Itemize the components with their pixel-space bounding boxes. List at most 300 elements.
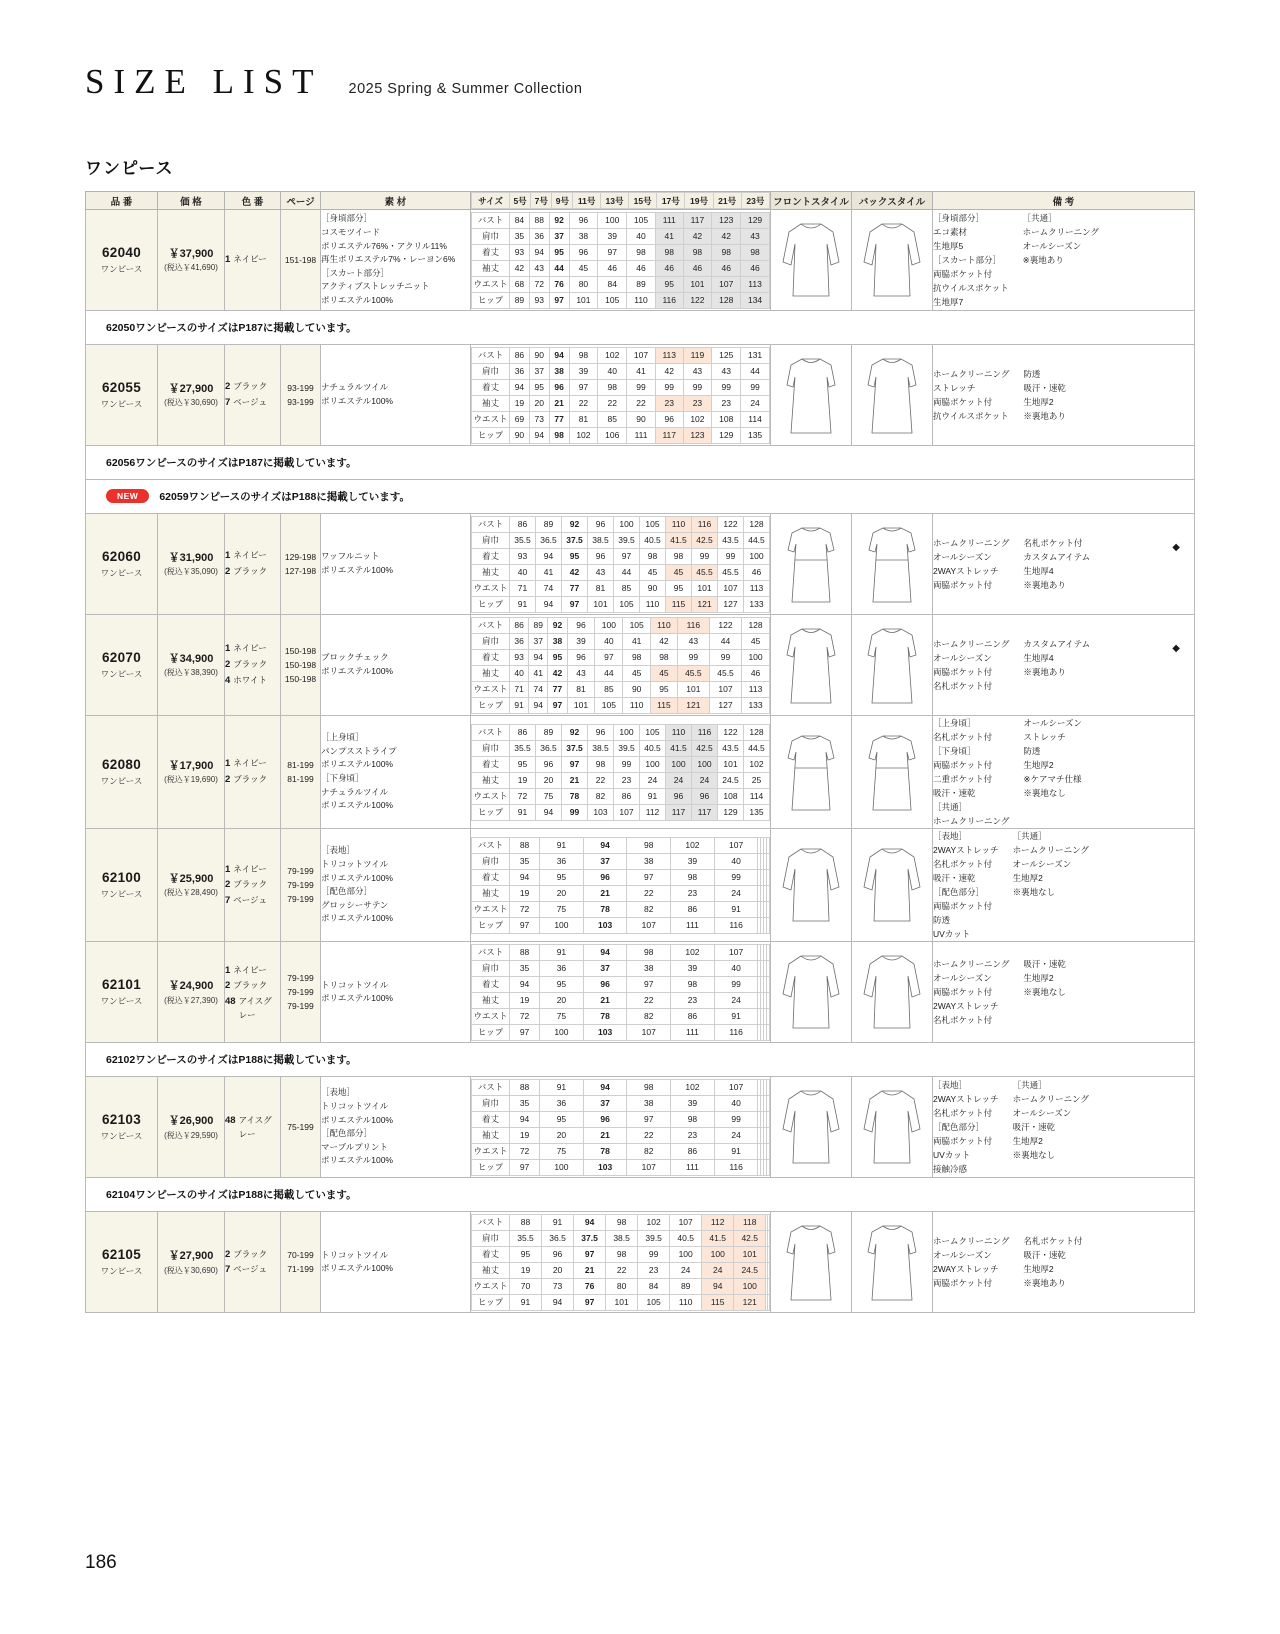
- measurement-cell: 98: [640, 548, 666, 564]
- measurement-cell: 46: [741, 260, 770, 276]
- measurement-cell: 75: [536, 788, 562, 804]
- page-ref-cell[interactable]: [281, 829, 321, 942]
- measurement-cell: 43: [529, 260, 549, 276]
- measurement-cell: 95: [529, 379, 549, 395]
- measurement-label: ヒップ: [472, 1294, 510, 1310]
- measurement-cell: 37: [583, 960, 627, 976]
- dress-illustration: [852, 835, 932, 935]
- measurement-cell: 86: [671, 901, 715, 917]
- measurement-grid: [471, 1079, 770, 1176]
- col-header: 価 格: [158, 192, 225, 210]
- measurement-cell: 78: [562, 788, 588, 804]
- measurement-cell: 86: [671, 1008, 715, 1024]
- measurement-cell: 82: [627, 1008, 671, 1024]
- measurement-cell-group: [471, 829, 771, 942]
- measurement-cell: 105: [640, 724, 666, 740]
- notes-right: 吸汗・速乾 生地厚2 ※裏地なし: [1023, 959, 1066, 998]
- color-entry: 1 ネイビー: [225, 643, 267, 655]
- measurement-cell: 99: [714, 1111, 758, 1127]
- measurement-cell: 108: [718, 788, 744, 804]
- measurement-cell: 96: [569, 244, 598, 260]
- measurement-row: [472, 681, 770, 697]
- measurement-row: [472, 411, 770, 427]
- dress-illustration: [852, 345, 932, 445]
- measurement-cell: 98: [627, 837, 671, 853]
- measurement-label: 肩巾: [472, 228, 510, 244]
- measurement-cell: 82: [588, 788, 614, 804]
- measurement-cell: 98: [655, 244, 683, 260]
- measurement-cell: 44.5: [744, 532, 770, 548]
- measurement-cell: 78: [583, 1008, 627, 1024]
- notes-right: ［共通］ ホームクリーニング オールシーズン 吸汗・速乾 生地厚2 ※裏地なし: [1012, 1080, 1089, 1161]
- page-ref-cell[interactable]: [281, 615, 321, 716]
- measurement-cell: 102: [671, 1079, 715, 1095]
- measurement-cell: 36: [540, 960, 584, 976]
- dress-illustration: [852, 1077, 932, 1177]
- measurement-cell: 101: [718, 756, 744, 772]
- measurement-cell: 96: [583, 869, 627, 885]
- info-row: [86, 311, 1195, 345]
- notes-cell: [933, 514, 1195, 615]
- measurement-cell: 94: [529, 649, 548, 665]
- measurement-cell: 21: [562, 772, 588, 788]
- measurement-cell-group: [471, 514, 771, 615]
- measurement-cell: 107: [627, 1159, 671, 1175]
- measurement-cell: 43: [712, 363, 741, 379]
- price-cell: [158, 615, 225, 716]
- price-cell: [158, 829, 225, 942]
- measurement-cell: 98: [569, 347, 598, 363]
- measurement-cell: 99: [562, 804, 588, 820]
- front-style-illustration: [771, 345, 852, 446]
- measurement-cell: 113: [742, 681, 770, 697]
- page-ref: 79-199: [287, 894, 314, 905]
- measurement-cell: 99: [709, 649, 741, 665]
- page-ref: 93-199: [287, 382, 314, 393]
- measurement-cell: 88: [510, 837, 540, 853]
- measurement-cell: 44: [614, 564, 640, 580]
- measurement-cell: 42: [683, 228, 712, 244]
- measurement-cell: 89: [627, 276, 656, 292]
- measurement-cell: 127: [709, 697, 741, 713]
- dress-illustration: [852, 210, 932, 310]
- product-code: 62103: [101, 1112, 142, 1128]
- measurement-cell: 36: [540, 853, 584, 869]
- measurement-cell: 91: [714, 1143, 758, 1159]
- measurement-cell: 39.5: [638, 1230, 670, 1246]
- measurement-label: 肩巾: [472, 740, 510, 756]
- measurement-cell: 43: [683, 363, 712, 379]
- color-cell: [225, 716, 281, 829]
- measurement-cell: 101: [606, 1294, 638, 1310]
- measurement-label: 着丈: [472, 244, 510, 260]
- measurement-cell: 74: [536, 580, 562, 596]
- measurement-cell: 98: [627, 1079, 671, 1095]
- measurement-cell: 23: [614, 772, 640, 788]
- measurement-cell: 97: [569, 379, 598, 395]
- notes-left: ホームクリーニング オールシーズン 2WAYストレッチ 両脇ポケット付: [933, 1236, 1010, 1289]
- measurement-cell: 105: [627, 212, 656, 228]
- measurement-cell: [767, 917, 770, 933]
- measurement-cell: 44.5: [744, 740, 770, 756]
- measurement-cell: 97: [595, 649, 623, 665]
- measurement-cell: 96: [536, 756, 562, 772]
- measurement-cell: 99: [614, 756, 640, 772]
- material-cell: トリコットツイル ポリエステル100%: [321, 942, 471, 1043]
- front-style-illustration: [771, 1212, 852, 1313]
- measurement-label: 着丈: [472, 869, 510, 885]
- measurement-cell: [767, 1127, 770, 1143]
- measurement-cell: 36: [540, 1095, 584, 1111]
- measurement-cell: 22: [627, 1127, 671, 1143]
- measurement-cell: 95: [655, 276, 683, 292]
- color-entry: 2 ブラック: [225, 1248, 268, 1260]
- measurement-cell: 107: [627, 347, 656, 363]
- measurement-cell-group: [471, 615, 771, 716]
- measurement-row: [472, 1079, 770, 1095]
- measurement-cell: 93: [510, 649, 529, 665]
- measurement-cell: 116: [677, 617, 709, 633]
- measurement-cell: 45: [742, 633, 770, 649]
- measurement-cell: 114: [741, 411, 770, 427]
- measurement-label: バスト: [472, 724, 510, 740]
- measurement-cell: 89: [536, 516, 562, 532]
- measurement-cell: 94: [542, 1294, 574, 1310]
- measurement-cell: 94: [536, 804, 562, 820]
- measurement-cell: 40.5: [640, 532, 666, 548]
- measurement-cell: 107: [614, 804, 640, 820]
- measurement-cell: 86: [671, 1143, 715, 1159]
- measurement-grid: [471, 724, 770, 821]
- material-cell: ナチュラルツイル ポリエステル100%: [321, 345, 471, 446]
- measurement-cell: 40.5: [670, 1230, 702, 1246]
- info-row: [86, 480, 1195, 514]
- measurement-cell: 100: [670, 1246, 702, 1262]
- color-cell: [225, 345, 281, 446]
- page-ref-cell[interactable]: [281, 514, 321, 615]
- page-ref: 93-199: [287, 397, 314, 407]
- measurement-label: ヒップ: [472, 697, 510, 713]
- measurement-row: [472, 960, 770, 976]
- measurement-cell: 86: [510, 347, 530, 363]
- measurement-cell: 129: [718, 804, 744, 820]
- measurement-cell: 91: [542, 1214, 574, 1230]
- measurement-cell: 19: [510, 1262, 542, 1278]
- measurement-cell: 97: [598, 244, 627, 260]
- measurement-cell: 100: [540, 1024, 584, 1040]
- measurement-cell: 88: [510, 1214, 542, 1230]
- product-code: 62100: [101, 870, 142, 886]
- page-ref: 75-199: [287, 1122, 314, 1133]
- measurement-row: [472, 564, 770, 580]
- measurement-row: [472, 633, 770, 649]
- measurement-cell: 100: [614, 724, 640, 740]
- measurement-cell: 44: [709, 633, 741, 649]
- notes-cell: [933, 1077, 1195, 1178]
- measurement-cell: 24: [666, 772, 692, 788]
- measurement-cell: [767, 885, 770, 901]
- measurement-cell: 80: [569, 276, 598, 292]
- measurement-cell: 85: [595, 681, 623, 697]
- page-ref: 127-198: [284, 566, 317, 576]
- measurement-cell: [767, 853, 770, 869]
- measurement-cell: [767, 837, 770, 853]
- measurement-cell: 113: [744, 580, 770, 596]
- measurement-cell: 94: [510, 869, 540, 885]
- measurement-cell: 128: [712, 292, 741, 308]
- measurement-cell: 99: [677, 649, 709, 665]
- measurement-cell: 24: [714, 1127, 758, 1143]
- price-with-tax: (税込￥41,690): [164, 263, 218, 273]
- measurement-cell: 99: [741, 379, 770, 395]
- measurement-cell: 46: [598, 260, 627, 276]
- measurement-cell: 94: [583, 1079, 627, 1095]
- dress-illustration: [771, 210, 851, 310]
- measurement-label: 袖丈: [472, 260, 510, 276]
- price: ￥27,900: [168, 1250, 214, 1262]
- measurement-cell: 36: [510, 363, 530, 379]
- measurement-row: [472, 804, 770, 820]
- measurement-cell: [767, 1095, 770, 1111]
- measurement-cell: 100: [540, 1159, 584, 1175]
- measurement-cell: 98: [683, 244, 712, 260]
- page-ref: 151-198: [284, 254, 317, 265]
- measurement-row: [472, 292, 770, 308]
- measurement-row: [472, 1214, 770, 1230]
- material-cell: ［表地］ トリコットツイル ポリエステル100% ［配色部分］ グロッシーサテン ポリエステル100%: [321, 829, 471, 942]
- measurement-cell: 97: [574, 1246, 606, 1262]
- measurement-cell: 38.5: [588, 532, 614, 548]
- back-style-illustration: [852, 1077, 933, 1178]
- measurement-cell: 95: [510, 1246, 542, 1262]
- measurement-cell: 21: [574, 1262, 606, 1278]
- price: ￥37,900: [168, 247, 214, 260]
- notes-cell: [933, 210, 1195, 311]
- measurement-row: [472, 347, 770, 363]
- measurement-cell: [767, 992, 770, 1008]
- measurement-cell: 117: [683, 212, 712, 228]
- measurement-cell: 24: [714, 885, 758, 901]
- color-entry: 48 アイスグレー: [225, 1115, 272, 1140]
- price-with-tax: (税込￥27,390): [164, 995, 218, 1005]
- size-list-table: [85, 191, 1195, 1313]
- measurement-cell: 81: [567, 681, 595, 697]
- product-row: [86, 1212, 1195, 1313]
- measurement-row: [472, 363, 770, 379]
- measurement-cell: 97: [510, 1159, 540, 1175]
- price-cell: [158, 1212, 225, 1313]
- product-code-cell: [86, 514, 158, 615]
- measurement-cell: 98: [588, 756, 614, 772]
- measurement-cell: 75: [540, 1008, 584, 1024]
- measurement-cell: 98: [606, 1246, 638, 1262]
- measurement-cell: 111: [671, 1159, 715, 1175]
- measurement-cell: 94: [574, 1214, 606, 1230]
- measurement-cell: 22: [588, 772, 614, 788]
- measurement-row: [472, 532, 770, 548]
- page-ref-cell[interactable]: [281, 716, 321, 829]
- measurement-cell: 96: [588, 548, 614, 564]
- col-header-notes: 備 考: [933, 192, 1195, 210]
- page-ref-cell[interactable]: [281, 210, 321, 311]
- product-row: [86, 716, 1195, 829]
- measurement-label: 着丈: [472, 548, 510, 564]
- measurement-cell: 71: [510, 681, 529, 697]
- measurement-cell: 35.5: [510, 740, 536, 756]
- measurement-cell: 40: [714, 853, 758, 869]
- product-row: [86, 615, 1195, 716]
- measurement-cell: 97: [627, 976, 671, 992]
- price-cell: [158, 942, 225, 1043]
- measurement-cell: 82: [627, 1143, 671, 1159]
- measurement-cell: 19: [510, 772, 536, 788]
- measurement-cell: 134: [741, 292, 770, 308]
- measurement-cell: 107: [670, 1214, 702, 1230]
- measurement-cell: 86: [510, 516, 536, 532]
- measurement-label: バスト: [472, 837, 510, 853]
- measurement-label: ウエスト: [472, 411, 510, 427]
- measurement-row: [472, 244, 770, 260]
- measurement-cell: 80: [606, 1278, 638, 1294]
- measurement-cell: 96: [567, 649, 595, 665]
- page-title: SIZE LIST: [85, 62, 323, 101]
- measurement-cell: 97: [562, 596, 588, 612]
- measurement-label: 肩巾: [472, 853, 510, 869]
- measurement-cell: 40: [598, 363, 627, 379]
- measurement-cell: 131: [741, 347, 770, 363]
- measurement-cell: 121: [734, 1294, 766, 1310]
- color-cell: [225, 1212, 281, 1313]
- measurement-cell: 92: [562, 724, 588, 740]
- measurement-cell: 42.5: [734, 1230, 766, 1246]
- info-text: 62059ワンピースのサイズはP188に掲載しています。: [159, 491, 410, 503]
- page-ref-cell[interactable]: [281, 345, 321, 446]
- measurement-cell: 101: [683, 276, 712, 292]
- measurement-row: [472, 944, 770, 960]
- measurement-cell: 42: [651, 633, 678, 649]
- measurement-cell: 43: [588, 564, 614, 580]
- measurement-cell: 135: [741, 427, 770, 443]
- measurement-cell: 84: [598, 276, 627, 292]
- measurement-cell: 93: [510, 244, 530, 260]
- notes-left: ［身頃部分］ エコ素材 生地厚5 ［スカート部分］ 両脇ポケット付 抗ウイルスポケット 生地厚7: [933, 212, 1009, 308]
- color-entry: 2 ブラック: [225, 381, 268, 393]
- measurement-cell: 22: [627, 395, 656, 411]
- color-entry: 1 ネイビー: [225, 758, 267, 770]
- measurement-cell: 89: [670, 1278, 702, 1294]
- measurement-cell: 99: [638, 1246, 670, 1262]
- measurement-row: [472, 885, 770, 901]
- measurement-cell: 42: [548, 665, 567, 681]
- measurement-cell: 40: [510, 665, 529, 681]
- dress-illustration: [852, 514, 932, 614]
- measurement-cell: 128: [744, 516, 770, 532]
- measurement-label: バスト: [472, 1214, 510, 1230]
- measurement-cell: 45.5: [677, 665, 709, 681]
- table-header-row: [86, 192, 1195, 210]
- measurement-cell: 39: [671, 960, 715, 976]
- measurement-cell: 100: [744, 548, 770, 564]
- measurement-label: 袖丈: [472, 992, 510, 1008]
- price: ￥31,900: [168, 551, 214, 564]
- measurement-cell: 99: [683, 379, 712, 395]
- measurement-label: 着丈: [472, 379, 510, 395]
- measurement-cell: 38.5: [588, 740, 614, 756]
- measurement-cell: 19: [510, 992, 540, 1008]
- measurement-label: バスト: [472, 944, 510, 960]
- measurement-cell: 90: [510, 427, 530, 443]
- measurement-grid: [471, 617, 770, 714]
- measurement-label: ウエスト: [472, 1008, 510, 1024]
- measurement-cell: 96: [549, 379, 569, 395]
- measurement-cell: 69: [510, 411, 530, 427]
- measurement-row: [472, 1111, 770, 1127]
- measurement-label: ヒップ: [472, 1024, 510, 1040]
- measurement-label: 袖丈: [472, 772, 510, 788]
- measurement-label: バスト: [472, 212, 510, 228]
- measurement-cell: [767, 869, 770, 885]
- measurement-cell: 41.5: [666, 532, 692, 548]
- price-with-tax: (税込￥19,690): [164, 775, 218, 785]
- measurement-cell: 77: [548, 681, 567, 697]
- dress-illustration: [771, 1077, 851, 1177]
- measurement-cell: 99: [655, 379, 683, 395]
- measurement-cell: 100: [598, 212, 627, 228]
- measurement-row: [472, 724, 770, 740]
- measurement-cell: 121: [677, 697, 709, 713]
- measurement-cell: 86: [510, 724, 536, 740]
- measurement-cell: 42: [510, 260, 530, 276]
- measurement-cell: 105: [640, 516, 666, 532]
- price-with-tax: (税込￥30,690): [164, 1265, 218, 1275]
- measurement-cell: 23: [671, 885, 715, 901]
- measurement-label: 肩巾: [472, 633, 510, 649]
- measurement-cell: 70: [510, 1278, 542, 1294]
- notes-left: ホームクリーニング ストレッチ 両脇ポケット付 抗ウイルスポケット: [933, 368, 1010, 422]
- measurement-label: バスト: [472, 617, 510, 633]
- measurement-cell: 35.5: [510, 1230, 542, 1246]
- page-ref-cell[interactable]: [281, 1077, 321, 1178]
- page-ref-cell[interactable]: [281, 1212, 321, 1313]
- measurement-cell: 110: [627, 292, 656, 308]
- measurement-grid: [471, 347, 770, 444]
- measurement-cell: 76: [549, 276, 569, 292]
- price: ￥25,900: [168, 872, 214, 885]
- measurement-cell: 39: [598, 228, 627, 244]
- measurement-cell: 94: [549, 347, 569, 363]
- measurement-cell: 110: [666, 516, 692, 532]
- measurement-cell: 36: [510, 633, 529, 649]
- product-row: [86, 345, 1195, 446]
- page-ref: 81-199: [287, 774, 314, 785]
- measurement-cell: 23: [638, 1262, 670, 1278]
- measurement-cell: 94: [529, 697, 548, 713]
- product-code: 62105: [101, 1247, 142, 1263]
- measurement-label: ウエスト: [472, 276, 510, 292]
- measurement-cell: 112: [702, 1214, 734, 1230]
- measurement-cell: 35: [510, 960, 540, 976]
- measurement-cell: 22: [627, 992, 671, 1008]
- page-ref-cell[interactable]: [281, 942, 321, 1043]
- measurement-cell: 88: [510, 944, 540, 960]
- col-header: 品 番: [86, 192, 158, 210]
- measurement-cell: 110: [640, 596, 666, 612]
- measurement-cell: 35.5: [510, 532, 536, 548]
- measurement-cell: 97: [574, 1294, 606, 1310]
- measurement-cell: 38: [627, 1095, 671, 1111]
- measurement-cell: 100: [540, 917, 584, 933]
- measurement-label: ウエスト: [472, 580, 510, 596]
